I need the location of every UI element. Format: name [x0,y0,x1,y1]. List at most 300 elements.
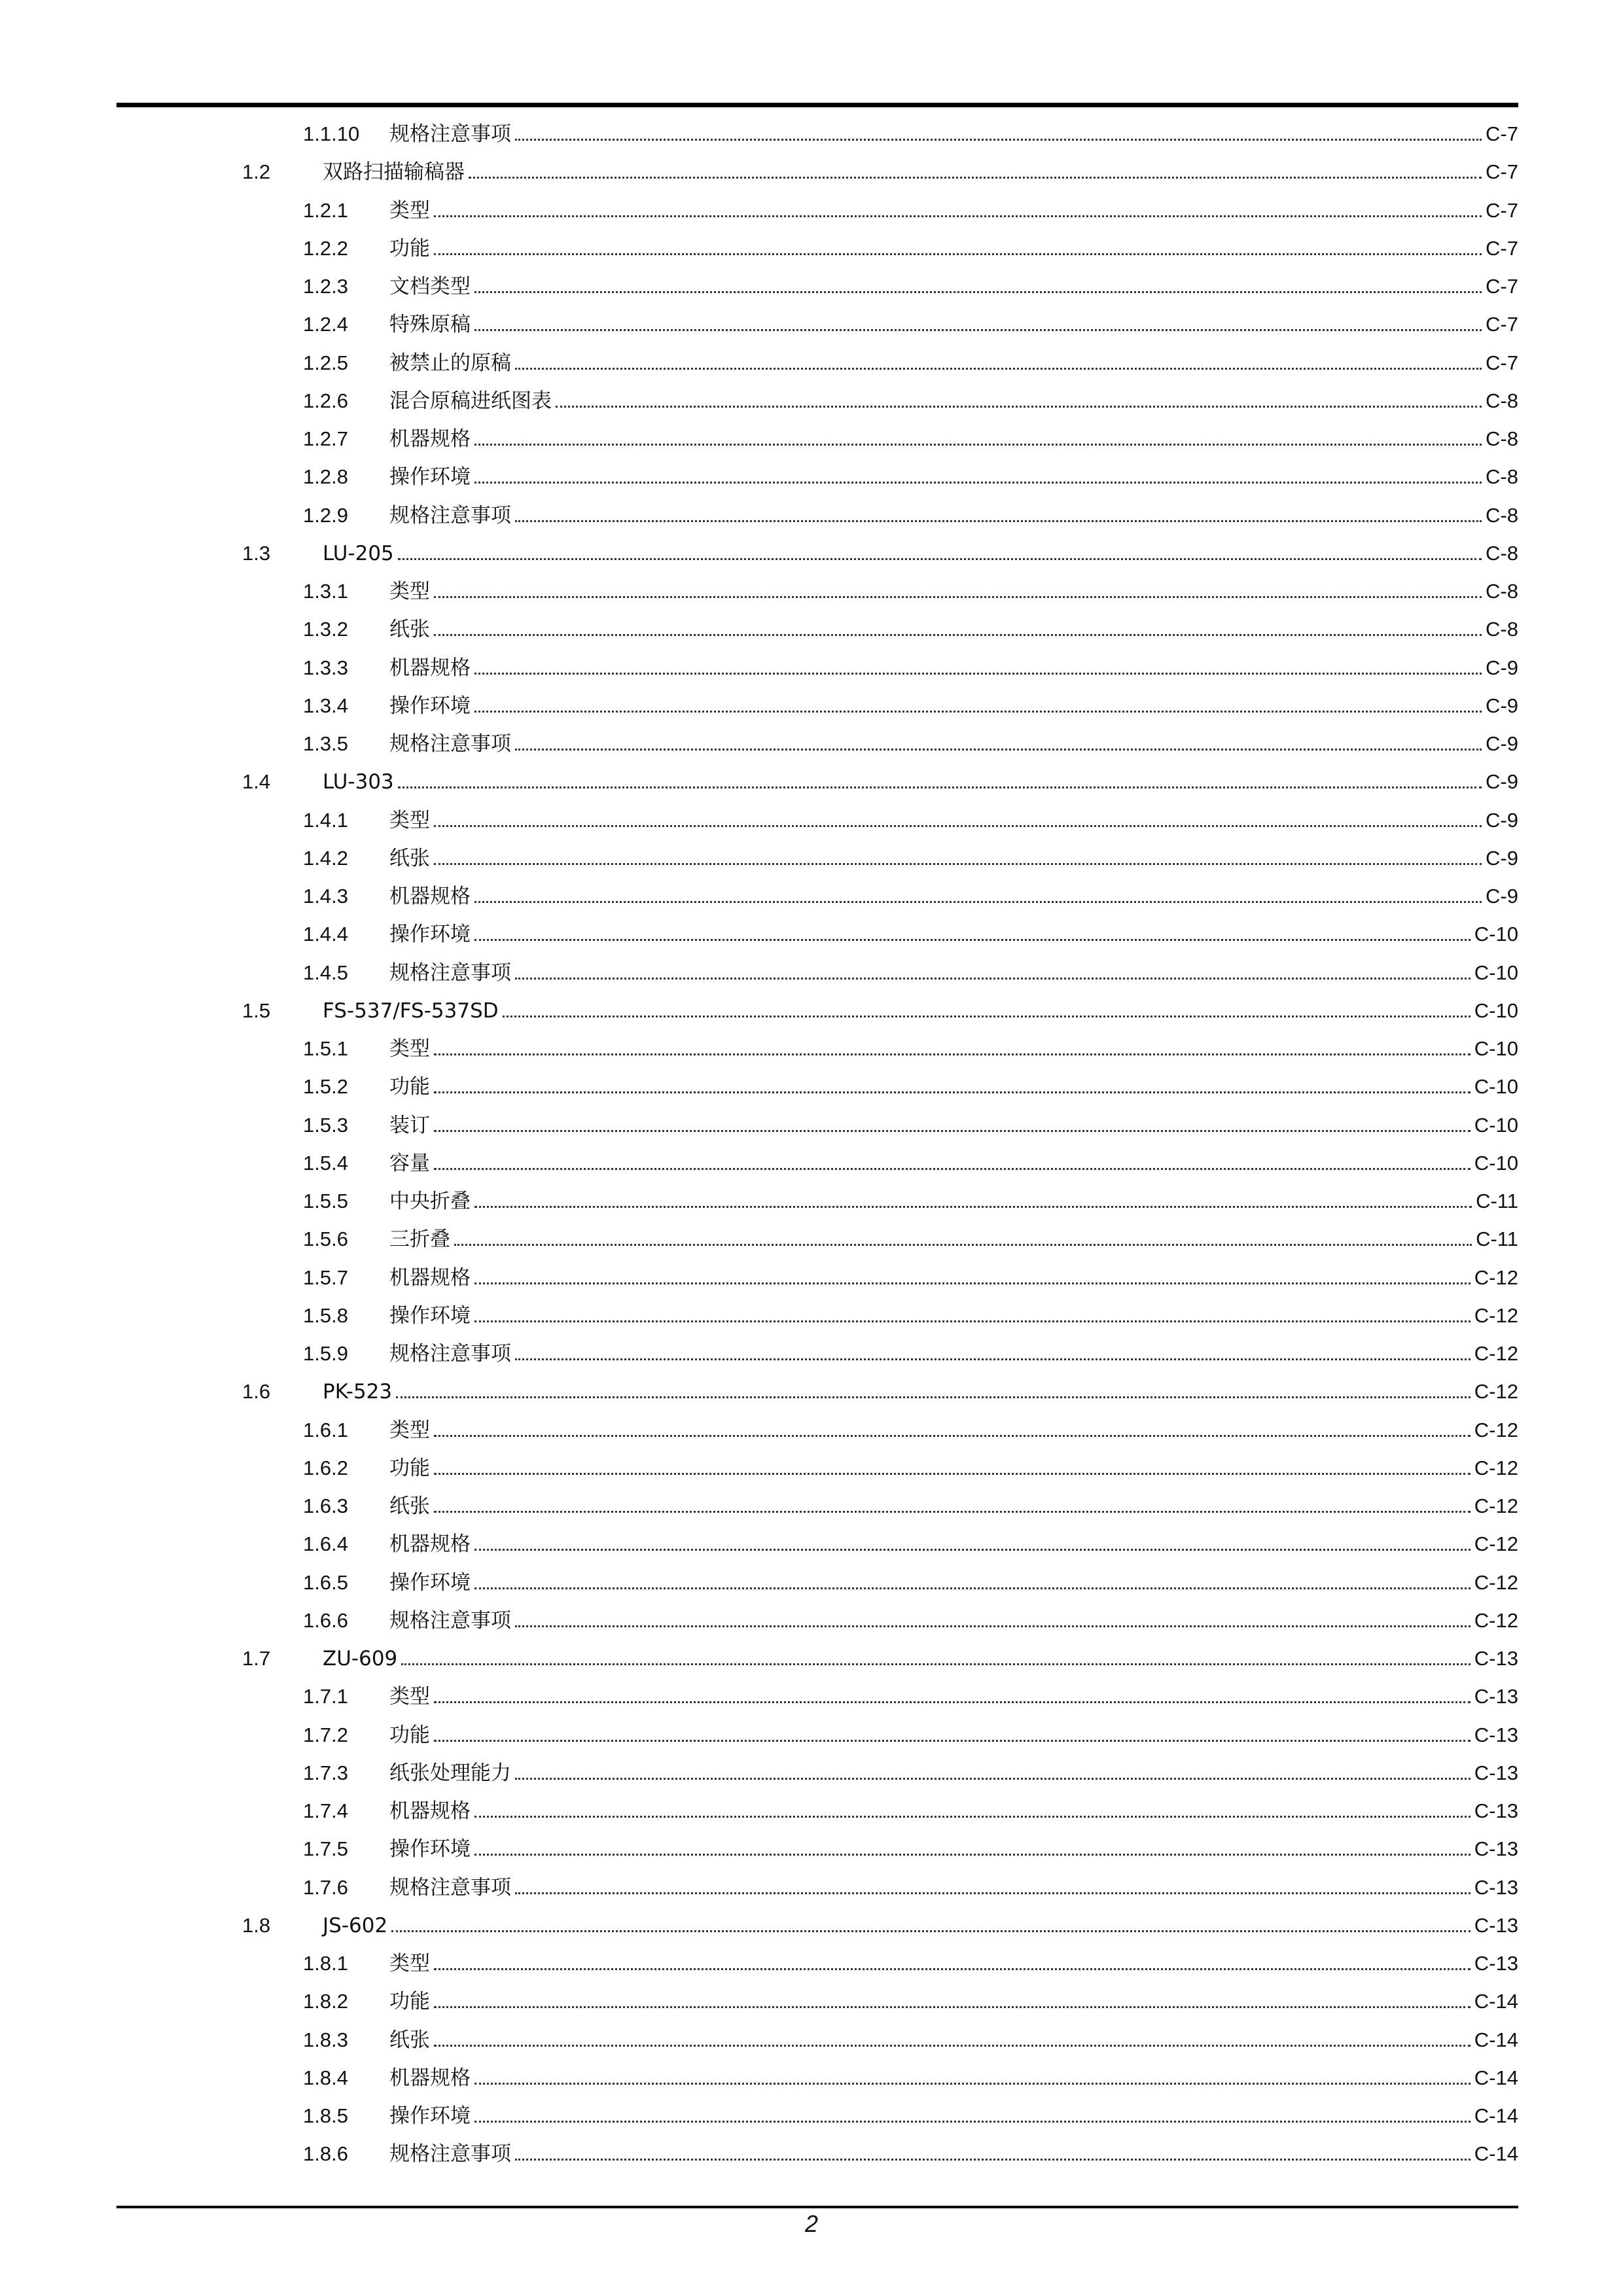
toc-subsection-entry[interactable] [0,842,1623,875]
toc-entry-page: C-11 [1476,1190,1518,1212]
toc-entry-number: 1.7.6 [303,1875,348,1899]
dot-leader [515,138,1482,141]
toc-subsection-entry[interactable] [0,1299,1623,1332]
toc-entry-body [389,1719,1518,1752]
toc-entry-title: 三折叠 [389,1227,450,1252]
toc-entry-number: 1.7.4 [303,1799,348,1822]
dot-leader [434,2005,1471,2008]
toc-entry-body [389,1033,1518,1065]
dot-leader [454,1243,1472,1246]
toc-entry-page: C-12 [1474,1303,1518,1327]
dot-leader [434,1129,1471,1132]
toc-entry-number: 1.6.2 [303,1456,348,1479]
dot-leader [474,1320,1471,1322]
toc-entry-title: 类型 [389,1418,430,1442]
toc-subsection-entry[interactable] [0,575,1623,608]
toc-entry-title: 被禁止的原稿 [389,351,511,375]
toc-entry-page: C-8 [1486,541,1518,565]
toc-entry-page: C-12 [1474,1494,1518,1517]
toc-entry-number: 1.6.4 [303,1532,348,1556]
toc-entry-body [389,1871,1518,1904]
toc-entry-page: C-12 [1474,1342,1518,1365]
dot-leader [434,1434,1471,1437]
toc-subsection-entry[interactable] [0,1833,1623,1865]
dot-leader [434,1739,1471,1742]
toc-section-entry[interactable] [0,995,1623,1027]
dot-leader [434,2044,1471,2047]
toc-entry-page: C-12 [1474,1456,1518,1479]
toc-entry-body [323,537,1518,570]
dot-leader [434,1472,1471,1475]
toc-entry-page: C-12 [1474,1570,1518,1594]
toc-entry-body [389,461,1518,493]
toc-subsection-entry[interactable] [0,1680,1623,1713]
toc-subsection-entry[interactable] [0,270,1623,303]
toc-entry-body [323,766,1518,798]
toc-entry-page: C-13 [1474,1799,1518,1822]
toc-section-entry[interactable] [0,537,1623,570]
toc-entry-title: 类型 [389,1037,430,1061]
toc-entry-title: 类型 [389,1685,430,1709]
toc-entry-number: 1.4.5 [303,961,348,984]
toc-entry-title: 装订 [389,1113,430,1137]
dot-leader [469,176,1482,179]
dot-leader [515,367,1482,370]
toc-entry-page: C-8 [1486,503,1518,527]
toc-entry-body [389,1262,1518,1294]
toc-subsection-entry[interactable] [0,118,1623,150]
toc-entry-number: 1.2.5 [303,351,348,374]
toc-entry-page: C-14 [1474,2104,1518,2127]
toc-entry-title: LU-303 [323,770,394,794]
toc-subsection-entry[interactable] [0,1490,1623,1523]
toc-entry-page: C-10 [1474,961,1518,984]
toc-entry-title: 操作环境 [389,1570,471,1595]
dot-leader [474,1205,1472,1208]
toc-entry-page: C-11 [1476,1227,1518,1251]
dot-leader [474,481,1482,484]
toc-entry-title: ZU-609 [323,1647,398,1670]
page-number: 2 [804,2210,819,2237]
toc-entry-body [389,957,1518,989]
toc-entry-title: 纸张 [389,2028,430,2052]
toc-entry-body [389,1947,1518,1980]
toc-entry-title: 规格注意事项 [389,503,511,527]
toc-entry-body [389,652,1518,684]
toc-entry-body [389,499,1518,532]
toc-entry-body [389,1109,1518,1142]
toc-entry-title: 机器规格 [389,656,471,680]
toc-entry-page: C-13 [1474,1952,1518,1975]
toc-entry-number: 1.2.7 [303,427,348,450]
dot-leader [474,900,1482,903]
toc-entry-number: 1.7 [242,1647,271,1670]
toc-entry-body [389,118,1518,150]
toc-entry-title: FS-537/FS-537SD [323,998,499,1023]
toc-subsection-entry[interactable] [0,2138,1623,2170]
toc-entry-body [389,1757,1518,1790]
dot-leader [434,1510,1471,1513]
toc-entry-number: 1.7.3 [303,1761,348,1784]
dot-leader [474,2082,1471,2085]
toc-subsection-entry[interactable] [0,1109,1623,1142]
toc-entry-title: JS-602 [323,1913,388,1937]
toc-entry-number: 1.3.5 [303,732,348,755]
toc-entry-number: 1.7.2 [303,1723,348,1746]
toc-entry-number: 1.8.5 [303,2104,348,2127]
toc-subsection-entry[interactable] [0,1757,1623,1790]
toc-entry-page: C-7 [1486,236,1518,260]
toc-entry-body [389,613,1518,646]
toc-section-entry[interactable] [0,1909,1623,1942]
toc-entry-page: C-9 [1486,732,1518,755]
toc-subsection-entry[interactable] [0,1070,1623,1103]
toc-entry-title: 规格注意事项 [389,1875,511,1899]
dot-leader [474,291,1482,293]
dot-leader [515,1358,1471,1360]
toc-entry-page: C-7 [1486,351,1518,374]
toc-entry-body [389,1147,1518,1180]
toc-entry-page: C-7 [1486,160,1518,184]
toc-entry-number: 1.2.6 [303,389,348,412]
toc-entry-title: 机器规格 [389,885,471,908]
toc-entry-number: 1.7.1 [303,1685,348,1708]
toc-entry-body [389,1680,1518,1713]
toc-entry-page: C-8 [1486,465,1518,489]
dot-leader [434,1091,1471,1093]
toc-subsection-entry[interactable] [0,1604,1623,1637]
toc-entry-page: C-9 [1486,808,1518,832]
toc-entry-page: C-8 [1486,580,1518,603]
dot-leader [503,1015,1471,1017]
toc-entry-number: 1.2.2 [303,236,348,260]
toc-subsection-entry[interactable] [0,2062,1623,2094]
toc-entry-number: 1.4.4 [303,923,348,946]
dot-leader [515,1892,1471,1894]
toc-entry-body [389,385,1518,417]
dot-leader [398,786,1482,788]
toc-entry-number: 1.8 [242,1913,271,1937]
footer-rule [116,2206,1518,2208]
toc-subsection-entry[interactable] [0,652,1623,684]
toc-entry-body [389,918,1518,951]
toc-entry-body [389,842,1518,875]
dot-leader [434,1053,1471,1055]
toc-subsection-entry[interactable] [0,1033,1623,1065]
dot-leader [474,938,1471,941]
toc-entry-number: 1.1.10 [303,122,360,145]
dot-leader [515,748,1482,751]
toc-entry-body [389,2138,1518,2170]
toc-entry-title: 操作环境 [389,694,471,718]
toc-entry-number: 1.2 [242,160,271,184]
dot-leader [434,824,1482,827]
toc-entry-number: 1.8.1 [303,1952,348,1975]
toc-entry-page: C-7 [1486,275,1518,298]
toc-entry-title: 机器规格 [389,427,471,451]
toc-entry-number: 1.6.6 [303,1608,348,1632]
toc-subsection-entry[interactable] [0,1223,1623,1256]
toc-entry-page: C-13 [1474,1723,1518,1746]
toc-entry-body [389,1528,1518,1561]
dot-leader [556,405,1482,408]
dot-leader [474,1587,1471,1589]
toc-entry-body [389,1185,1518,1218]
toc-entry-page: C-9 [1486,846,1518,870]
toc-subsection-entry[interactable] [0,2024,1623,2057]
dot-leader [474,710,1482,713]
toc-entry-number: 1.8.2 [303,1990,348,2013]
toc-entry-page: C-7 [1486,313,1518,336]
toc-entry-body [389,308,1518,341]
toc-entry-body [389,2062,1518,2094]
toc-entry-body [389,2024,1518,2057]
toc-entry-page: C-9 [1486,770,1518,794]
dot-leader [515,977,1471,980]
toc-entry-title: 纸张 [389,1494,430,1518]
toc-entry-page: C-14 [1474,2142,1518,2166]
toc-entry-number: 1.6.1 [303,1418,348,1441]
toc-entry-number: 1.5.1 [303,1037,348,1060]
dot-leader [434,633,1482,636]
dot-leader [474,1548,1471,1551]
toc-entry-body [389,1337,1518,1370]
toc-subsection-entry[interactable] [0,461,1623,493]
toc-subsection-entry[interactable] [0,1947,1623,1980]
toc-entry-number: 1.8.3 [303,2028,348,2051]
toc-entry-page: C-12 [1474,1608,1518,1632]
toc-section-entry[interactable] [0,1375,1623,1408]
toc-entry-title: 机器规格 [389,1799,471,1823]
toc-entry-number: 1.4.3 [303,885,348,908]
dot-leader [401,1663,1471,1665]
toc-entry-title: 功能 [389,236,430,260]
toc-entry-page: C-12 [1474,1380,1518,1404]
toc-entry-page: C-9 [1486,656,1518,679]
toc-subsection-entry[interactable] [0,957,1623,989]
toc-entry-body [389,1070,1518,1103]
toc-subsection-entry[interactable] [0,232,1623,265]
toc-subsection-entry[interactable] [0,423,1623,455]
toc-entry-page: C-14 [1474,2028,1518,2051]
toc-entry-title: 类型 [389,580,430,603]
dot-leader [434,1701,1471,1703]
toc-entry-body [323,1909,1518,1942]
toc-entry-title: 规格注意事项 [389,122,511,146]
toc-entry-page: C-10 [1474,1151,1518,1174]
toc-entry-title: 操作环境 [389,1837,471,1862]
toc-entry-body [389,1414,1518,1447]
toc-entry-page: C-13 [1474,1837,1518,1861]
toc-entry-number: 1.4.1 [303,808,348,832]
toc-entry-body [389,1604,1518,1637]
toc-entry-page: C-12 [1474,1418,1518,1441]
toc-subsection-entry[interactable] [0,1452,1623,1485]
toc-entry-number: 1.3.2 [303,618,348,641]
toc-entry-number: 1.5.4 [303,1151,348,1174]
toc-entry-body [389,880,1518,913]
toc-subsection-entry[interactable] [0,308,1623,341]
toc-entry-number: 1.5.6 [303,1227,348,1251]
toc-subsection-entry[interactable] [0,385,1623,417]
toc-section-entry[interactable] [0,766,1623,798]
toc-entry-title: 功能 [389,1723,430,1747]
toc-entry-page: C-12 [1474,1265,1518,1289]
dot-leader [474,672,1482,675]
toc-entry-number: 1.7.5 [303,1837,348,1861]
toc-entry-body [389,690,1518,722]
toc-entry-title: 规格注意事项 [389,2142,511,2166]
toc-entry-title: 类型 [389,1952,430,1975]
toc-entry-title: 规格注意事项 [389,1342,511,1366]
toc-subsection-entry[interactable] [0,1414,1623,1447]
toc-entry-page: C-7 [1486,198,1518,222]
toc-entry-title: 操作环境 [389,923,471,947]
toc-entry-title: 双路扫描输稿器 [323,160,465,185]
toc-entry-number: 1.4 [242,770,271,794]
toc-entry-number: 1.8.6 [303,2142,348,2166]
toc-entry-title: 机器规格 [389,2066,471,2090]
toc-entry-title: 功能 [389,1456,430,1480]
dot-leader [434,215,1482,217]
toc-entry-page: C-9 [1486,694,1518,717]
toc-entry-page: C-8 [1486,618,1518,641]
toc-entry-body [389,804,1518,837]
toc-entry-body [389,1985,1518,2018]
toc-section-entry[interactable] [0,156,1623,188]
toc-entry-title: 纸张 [389,618,430,642]
toc-entry-page: C-10 [1474,1113,1518,1137]
toc-entry-title: 规格注意事项 [389,961,511,985]
toc-subsection-entry[interactable] [0,2100,1623,2132]
dot-leader [474,443,1482,446]
toc-subsection-entry[interactable] [0,499,1623,532]
dot-leader [396,1396,1471,1398]
toc-subsection-entry[interactable] [0,1337,1623,1370]
toc-entry-page: C-13 [1474,1685,1518,1708]
toc-subsection-entry[interactable] [0,1262,1623,1294]
toc-entry-body [323,995,1518,1027]
toc-entry-body [323,1375,1518,1408]
toc-entry-title: LU-205 [323,541,394,565]
toc-entry-title: 机器规格 [389,1532,471,1557]
toc-entry-body [389,423,1518,455]
toc-subsection-entry[interactable] [0,194,1623,227]
toc-entry-number: 1.3.1 [303,580,348,603]
toc-entry-page: C-13 [1474,1647,1518,1670]
toc-subsection-entry[interactable] [0,613,1623,646]
toc-entry-body [389,232,1518,265]
toc-entry-title: 类型 [389,808,430,832]
toc-entry-page: C-7 [1486,122,1518,145]
toc-entry-number: 1.2.1 [303,198,348,222]
toc-entry-title: 功能 [389,1990,430,2014]
toc-entry-number: 1.5.3 [303,1113,348,1137]
toc-entry-number: 1.3.4 [303,694,348,717]
toc-subsection-entry[interactable] [0,1566,1623,1599]
toc-entry-title: PK-523 [323,1380,393,1404]
toc-entry-body [389,194,1518,227]
toc-subsection-entry[interactable] [0,1871,1623,1904]
toc-entry-page: C-13 [1474,1875,1518,1899]
toc-entry-number: 1.5.5 [303,1190,348,1212]
toc-subsection-entry[interactable] [0,1185,1623,1218]
toc-entry-title: 文档类型 [389,275,471,298]
toc-entry-number: 1.2.9 [303,503,348,527]
dot-leader [515,2158,1471,2161]
toc-entry-body [389,1299,1518,1332]
dot-leader [515,1625,1471,1627]
toc-subsection-entry[interactable] [0,728,1623,760]
toc-entry-body [389,1833,1518,1865]
toc-entry-body [389,347,1518,380]
toc-entry-page: C-10 [1474,923,1518,946]
toc-entry-title: 功能 [389,1075,430,1099]
dot-leader [474,2120,1471,2123]
toc-subsection-entry[interactable] [0,1795,1623,1828]
toc-entry-number: 1.2.4 [303,313,348,336]
toc-entry-body [389,270,1518,303]
toc-subsection-entry[interactable] [0,918,1623,951]
toc-entry-title: 操作环境 [389,1303,471,1328]
toc-subsection-entry[interactable] [0,1528,1623,1561]
toc-entry-body [389,1223,1518,1256]
toc-entry-page: C-10 [1474,998,1518,1022]
toc-subsection-entry[interactable] [0,1985,1623,2018]
toc-entry-body [389,1452,1518,1485]
toc-subsection-entry[interactable] [0,804,1623,837]
dot-leader [434,1167,1471,1170]
toc-entry-page: C-14 [1474,1990,1518,2013]
toc-entry-number: 1.2.3 [303,275,348,298]
toc-subsection-entry[interactable] [0,347,1623,380]
toc-entry-number: 1.6.3 [303,1494,348,1517]
toc-subsection-entry[interactable] [0,880,1623,913]
toc-entry-title: 操作环境 [389,465,471,489]
toc-entry-number: 1.6.5 [303,1570,348,1594]
toc-section-entry[interactable] [0,1642,1623,1675]
toc-entry-page: C-10 [1474,1075,1518,1099]
toc-entry-title: 纸张处理能力 [389,1761,511,1785]
toc-entry-body [323,156,1518,188]
toc-entry-body [389,2100,1518,2132]
toc-entry-page: C-9 [1486,885,1518,908]
dot-leader [434,862,1482,865]
toc-entry-number: 1.5.8 [303,1303,348,1327]
toc-entry-page: C-13 [1474,1913,1518,1937]
toc-entry-title: 容量 [389,1151,430,1175]
toc-entry-title: 机器规格 [389,1265,471,1290]
dot-leader [474,328,1482,331]
toc-entry-page: C-8 [1486,427,1518,450]
dot-leader [515,520,1482,522]
toc-subsection-entry[interactable] [0,690,1623,722]
toc-entry-title: 规格注意事项 [389,1608,511,1633]
toc-entry-number: 1.5.9 [303,1342,348,1365]
toc-entry-title: 中央折叠 [389,1190,471,1213]
toc-entry-number: 1.8.4 [303,2066,348,2089]
dot-leader [391,1930,1471,1932]
toc-subsection-entry[interactable] [0,1719,1623,1752]
toc-entry-body [389,1490,1518,1523]
toc-entry-number: 1.6 [242,1380,271,1404]
toc-subsection-entry[interactable] [0,1147,1623,1180]
toc-entry-page: C-12 [1474,1532,1518,1556]
toc-entry-page: C-8 [1486,389,1518,412]
dot-leader [434,253,1482,255]
dot-leader [474,1282,1471,1284]
dot-leader [434,595,1482,598]
